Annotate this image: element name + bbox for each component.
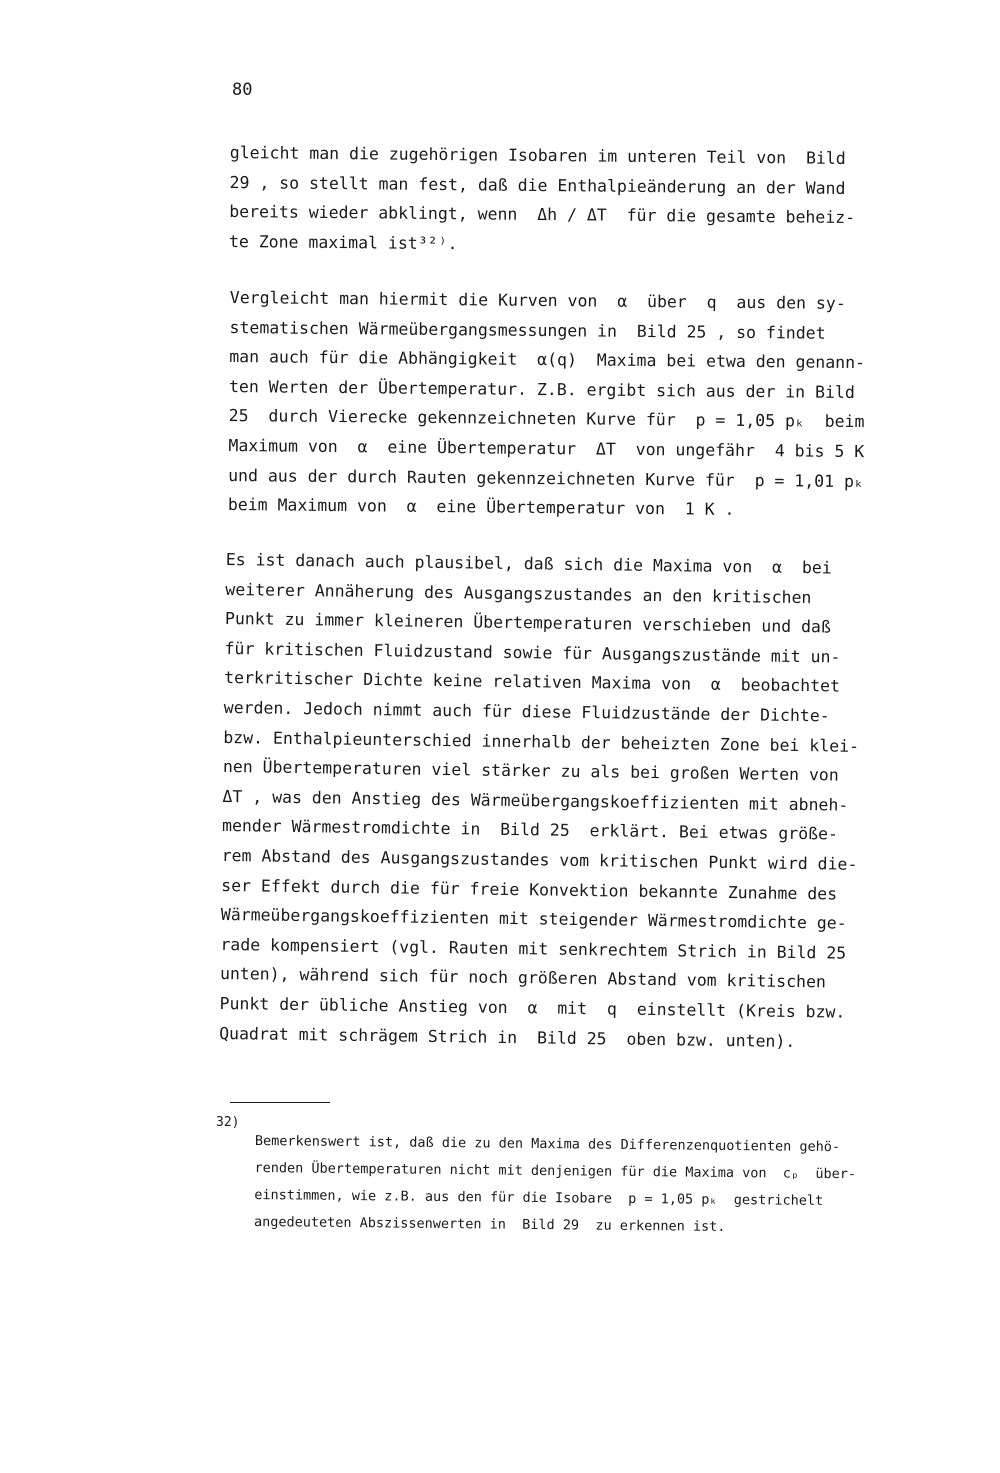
text-line: terkritischer Dichte keine relativen Maxima von α beobachtet [224, 668, 841, 696]
footnote-marker: 32) [216, 1115, 240, 1130]
text-line: Quadrat mit schrägem Strich in Bild 25 oben bzw. unten). [219, 1023, 796, 1051]
footnote-line: einstimmen, wie z.B. aus den für die Isobare p = 1,05 pₖ gestrichelt [254, 1186, 824, 1209]
text-line: nen Übertemperaturen viel stärker zu als bei großen Werten von [222, 757, 839, 785]
footnote-line: Bemerkenswert ist, daß die zu den Maxima des Differenzenquotienten gehö- [254, 1132, 841, 1156]
text-line: Maximum von α eine Übertemperatur ΔT von ungefähr 4 bis 5 K [228, 435, 865, 462]
footnote-line: angedeuteten Abszissenwerten in Bild 29 zu erkennen ist. [253, 1213, 726, 1235]
footnote-divider [230, 1102, 330, 1103]
text-line: unten), während sich für noch größeren Abstand vom kritischen [219, 964, 827, 992]
text-line: mender Wärmestromdichte in Bild 25 erklärt. Bei etwas größe- [221, 816, 839, 844]
footnote [254, 1128, 970, 1243]
text-line: stematischen Wärmeübergangsmessungen in Bild 25 , so findet [229, 317, 826, 343]
text-line: ΔT , was den Anstieg des Wärmeübergangskoeffizienten mit abneh- [222, 786, 849, 815]
text-line: gleicht man die zugehörigen Isobaren im unteren Teil von Bild [229, 142, 846, 168]
paragraph-3 [219, 545, 946, 1058]
paragraph-1 [229, 138, 950, 263]
text-line: werden. Jedoch nimmt auch für diese Fluidzustände der Dichte- [223, 697, 830, 726]
text-line: man auch für die Abhängigkeit α(q) Maxima bei etwa den genann- [229, 347, 866, 373]
text-line: te Zone maximal ist³²⁾. [228, 231, 458, 253]
text-line: weiterer Annäherung des Ausgangszustandes an den kritischen [225, 579, 812, 607]
text-line: Wärmeübergangskoeffizienten mit steigender Wärmestromdichte ge- [220, 905, 847, 933]
paragraph-2 [228, 283, 950, 527]
text-line: Es ist danach auch plausibel, daß sich die Maxima von α bei [225, 549, 832, 578]
text-line: rem Abstand des Ausgangszustandes vom kritischen Punkt wird die- [221, 845, 858, 874]
footnote-line: renden Übertemperaturen nicht mit denjenigen für die Maxima von cₚ über- [254, 1159, 857, 1183]
text-line: und aus der durch Rauten gekennzeichneten Kurve für p = 1,01 pₖ [228, 465, 864, 491]
text-line: für kritischen Fluidzustand sowie für Ausgangszustände mit un- [224, 638, 841, 667]
text-line: 25 durch Vierecke gekennzeichneten Kurve für p = 1,05 pₖ beim [228, 406, 865, 432]
text-line: ten Werten der Übertemperatur. Z.B. ergibt sich aus der in Bild [228, 376, 855, 402]
text-line: rade kompensiert (vgl. Rauten mit senkrechtem Strich in Bild 25 [220, 934, 847, 963]
text-line: 29 , so stellt man fest, daß die Enthalpieänderung an der Wand [229, 172, 846, 198]
text-line: bzw. Enthalpieunterschied innerhalb der beheizten Zone bei klei- [223, 727, 860, 756]
page-number: 80 [232, 80, 253, 100]
text-line: beim Maximum von α eine Übertemperatur von 1 K . [227, 495, 735, 520]
text-line: ser Effekt durch die für freie Konvektion bekannte Zunahme des [221, 875, 838, 904]
text-line: Vergleicht man hiermit die Kurven von α über q aus den sy- [229, 287, 846, 313]
text-line: Punkt der übliche Anstieg von α mit q einstellt (Kreis bzw. [219, 993, 846, 1022]
text-line: Punkt zu immer kleineren Übertemperaturen verschieben und daß [224, 609, 832, 637]
text-line: bereits wieder abklingt, wenn Δh / ΔT für die gesamte beheiz- [229, 202, 856, 228]
